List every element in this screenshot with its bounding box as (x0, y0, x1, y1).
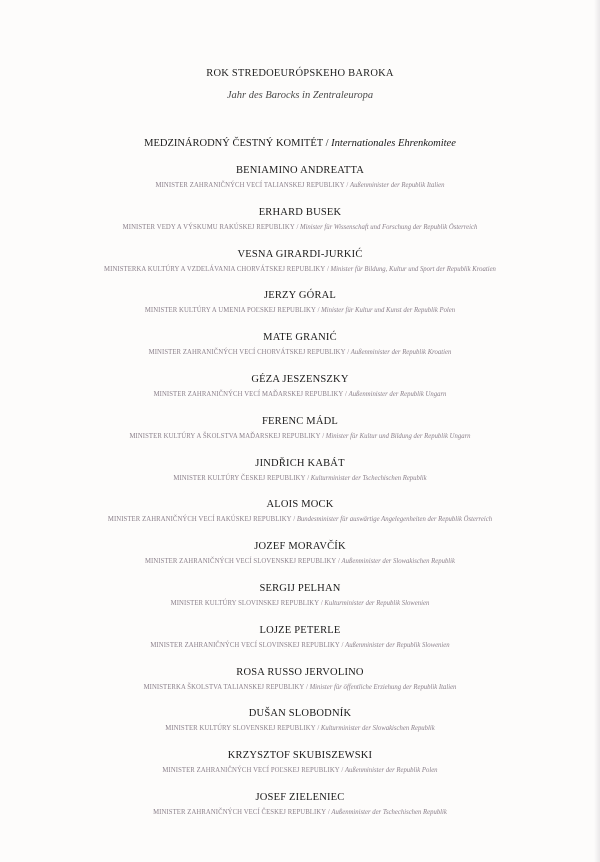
member-role-de: Minister für Kultur und Bildung der Republik Ungarn (325, 431, 471, 440)
member-role (20, 723, 580, 734)
member-role-separator: / (305, 473, 311, 482)
member-role-separator: / (315, 306, 322, 315)
member-role-sk: MINISTER KULTÚRY A ŠKOLSTVA MAĎARSKEJ REPUBLIKY (129, 431, 321, 440)
member-name: ROSA RUSSO JERVOLINO (236, 666, 364, 678)
member-role (20, 222, 580, 233)
member-role (20, 765, 580, 776)
member-name: GÉZA JESZENSZKY (251, 373, 349, 385)
member-role-sk: MINISTER ZAHRANIČNÝCH VECÍ RAKÚSKEJ REPUBLIKY (107, 515, 292, 524)
list-item (0, 749, 600, 791)
member-role-separator: / (319, 598, 325, 607)
member-name: BENIAMINO ANDREATTA (235, 165, 365, 176)
committee-heading (0, 138, 600, 149)
member-role-sk: MINISTER KULTÚRY A UMENIA POĽSKEJ REPUBLIKY (144, 306, 316, 315)
member-role (20, 347, 580, 358)
member-role-de: Außenminister der Slowakischen Republik (341, 557, 456, 566)
member-role-separator: / (339, 766, 345, 775)
member-role-sk: MINISTER ZAHRANIČNÝCH VECÍ ČESKEJ REPUBLIKY (153, 807, 327, 816)
member-role-sk: MINISTER ZAHRANIČNÝCH VECÍ MAĎARSKEJ REPUBLIKY (153, 389, 344, 398)
member-role (20, 682, 580, 693)
member-name: SERGIJ PELHAN (259, 582, 341, 594)
member-role-de: Außenminister der Tschechischen Republik (331, 807, 447, 816)
member-role-sk: MINISTERKA KULTÚRY A VZDELÁVANIA CHORVÁTSKEJ REPUBLIKY (104, 264, 326, 273)
member-role-separator: / (294, 222, 300, 231)
member-name: JERZY GÓRAL (263, 290, 337, 302)
member-name: JOSEF ZIELENIEC (255, 791, 345, 803)
list-item (0, 666, 600, 708)
member-role-sk: MINISTER ZAHRANIČNÝCH VECÍ SLOVENSKEJ REPUBLIKY (144, 557, 337, 566)
member-role-sk: MINISTER ZAHRANIČNÝCH VECÍ SLOVINSKEJ REPUBLIKY (150, 640, 340, 649)
list-item (0, 415, 600, 457)
member-role-separator: / (344, 181, 350, 189)
member-role (20, 514, 580, 525)
member-role-de: Minister für öffentliche Erziehung der Republik Italien (309, 682, 457, 691)
member-role-separator: / (345, 348, 351, 357)
member-role-de: Kulturminister der Slowakischen Republik (320, 724, 435, 733)
member-role-separator: / (339, 640, 346, 649)
member-role-de: Kulturminister der Republik Slowenien (324, 598, 430, 607)
member-role-sk: MINISTERKA ŠKOLSTVA TALIANSKEJ REPUBLIKY (143, 682, 305, 691)
member-name: JINDŘICH KABÁT (255, 457, 345, 469)
member-role (20, 807, 580, 818)
member-name: JOZEF MORAVČÍK (254, 541, 346, 553)
member-role-de: Minister für Wissenschaft und Forschung der Republik Österreich (299, 222, 478, 231)
list-item (0, 582, 600, 624)
committee-title-sk: MEDZINÁRODNÝ ČESTNÝ KOMITÉT (144, 138, 323, 149)
member-role-separator: / (336, 557, 342, 566)
list-item (0, 289, 600, 331)
list-item (0, 624, 600, 666)
member-name: KRZYSZTOF SKUBISZEWSKI (227, 750, 373, 762)
member-role-de: Bundesminister für auswärtige Angelegenheiten der Republik Österreich (296, 515, 493, 524)
member-role-sk: MINISTER ZAHRANIČNÝCH VECÍ CHORVÁTSKEJ REPUBLIKY (148, 348, 346, 357)
member-role-de: Außenminister der Republik Slowenien (345, 640, 450, 649)
list-item (0, 206, 600, 248)
page-title: ROK STREDOEURÓPSKEHO BAROKA (206, 68, 394, 79)
page-edge-shadow (594, 0, 600, 862)
member-role (20, 389, 580, 400)
page-subtitle: Jahr des Barocks in Zentraleuropa (226, 90, 374, 101)
list-item (0, 373, 600, 415)
member-role-de: Außenminister der Republik Ungarn (348, 389, 447, 398)
member-role-separator: / (326, 807, 332, 816)
member-role-sk: MINISTER KULTÚRY SLOVINSKEJ REPUBLIKY (170, 598, 320, 607)
member-list (0, 164, 600, 833)
member-role-de: Minister für Bildung, Kultur und Sport der Republik Kroatien (330, 264, 496, 273)
member-role (20, 305, 580, 316)
member-role-separator: / (325, 264, 331, 273)
committee-title-de: Internationales Ehrenkomitee (331, 138, 456, 149)
list-item (0, 540, 600, 582)
member-role (20, 640, 580, 651)
member-role-separator: / (315, 724, 321, 733)
member-role-de: Außenminister der Republik Kroatien (350, 348, 452, 357)
member-role-de: Minister für Kultur und Kunst der Republik Polen (321, 306, 456, 315)
member-role (20, 598, 580, 609)
member-name: VESNA GIRARDI-JURKIĆ (237, 248, 363, 260)
member-role (20, 264, 580, 275)
member-role-sk: MINISTER ZAHRANIČNÝCH VECÍ POĽSKEJ REPUBLIKY (162, 766, 340, 775)
member-role-separator: / (343, 389, 349, 398)
member-name: ALOIS MOCK (266, 499, 334, 511)
list-item (0, 791, 600, 833)
list-item (0, 457, 600, 499)
member-role-sk: MINISTER ZAHRANIČNÝCH VECÍ TALIANSKEJ REPUBLIKY (155, 181, 345, 189)
member-role-de: Außenminister der Republik Italien (349, 181, 445, 189)
member-role-separator: / (304, 682, 310, 691)
member-role (20, 473, 580, 484)
member-role (20, 180, 580, 191)
member-role-de: Kulturminister der Tschechischen Republik (310, 473, 427, 482)
member-role-de: Außenminister der Republik Polen (344, 766, 438, 775)
member-name: MATE GRANIĆ (263, 332, 337, 344)
list-item (0, 707, 600, 749)
member-role (20, 431, 580, 442)
member-role-sk: MINISTER VEDY A VÝSKUMU RAKÚSKEJ REPUBLIKY (122, 222, 295, 231)
member-role (20, 556, 580, 567)
list-item (0, 164, 600, 206)
member-name: FERENC MÁDL (262, 415, 338, 427)
member-name: LOJZE PETERLE (259, 624, 341, 636)
member-name: ERHARD BUSEK (258, 206, 342, 218)
member-role-separator: / (320, 431, 326, 440)
list-item (0, 331, 600, 373)
committee-separator: / (323, 138, 332, 149)
list-item (0, 498, 600, 540)
member-role-sk: MINISTER KULTÚRY SLOVENSKEJ REPUBLIKY (165, 724, 316, 733)
member-name: DUŠAN SLOBODNÍK (248, 708, 352, 720)
member-role-sk: MINISTER KULTÚRY ČESKEJ REPUBLIKY (173, 473, 306, 482)
list-item (0, 248, 600, 290)
member-role-separator: / (291, 515, 297, 524)
